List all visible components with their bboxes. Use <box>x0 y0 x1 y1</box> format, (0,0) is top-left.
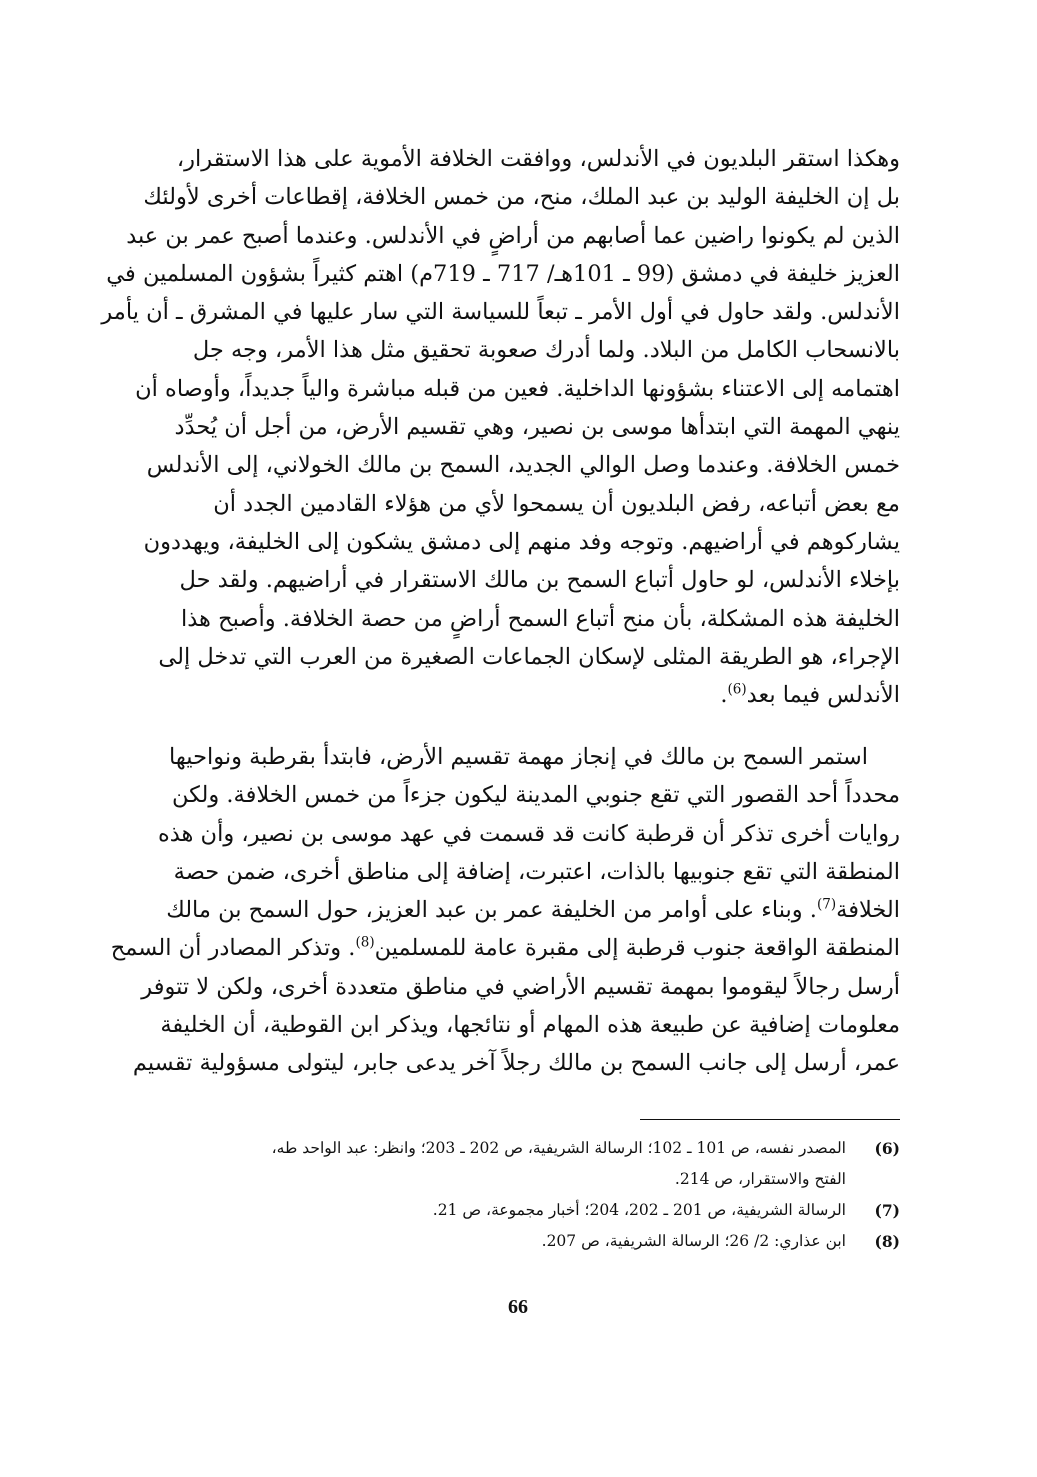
text-line-last: الأندلس فيما بعد$^{(6)}$. <box>720 681 900 709</box>
footnote-number: (6) <box>874 1139 900 1158</box>
text-line: عمر، أرسل إلى جانب السمح بن مالك رجلاً آخر يدعى جابر، ليتولى مسؤولية تقسيم <box>132 1050 900 1077</box>
text-line <box>148 891 900 929</box>
text-line: روايات أخرى تذكر أن قرطبة كانت قد قسمت في عهد موسى بن نصير، وأن هذه <box>157 820 900 847</box>
text-line: استمر السمح بن مالك في إنجاز مهمة تقسيم الأرض، فابتدأ بقرطبة ونواحيها <box>169 744 868 770</box>
footnote-text: المصدر نفسه، ص 101 ـ 102؛ الرسالة الشريفية، ص 202 ـ 203؛ وانظر: عبد الواحد طه، <box>271 1139 846 1157</box>
text-line: الأندلس. ولقد حاول في أول الأمر ـ تبعاً للسياسة التي سار عليها في المشرق ـ أن يأمر <box>101 299 900 326</box>
footnote-ref: (8) <box>355 934 375 951</box>
footnote-text: ابن عذاري: 2/ 26؛ الرسالة الشريفية، ص 207. <box>541 1232 846 1250</box>
text-line: اهتمامه إلى الاعتناء بشؤونها الداخلية. فعين من قبله مباشرة والياً جديداً، وأوصاه أن <box>135 375 900 402</box>
text-line: وهكذا استقر البلديون في الأندلس، ووافقت الخلافة الأموية على هذا الاستقرار، <box>176 146 900 172</box>
text-fragment: المنطقة الواقعة جنوب قرطبة إلى مقبرة عامة للمسلمين <box>374 935 900 962</box>
footnote-number: (7) <box>874 1201 900 1220</box>
text-fragment: . وتذكر المصادر أن السمح <box>110 935 356 962</box>
footnote-text: الرسالة الشريفية، ص 201 ـ 202، 204؛ أخبار مجموعة، ص 21. <box>432 1201 846 1219</box>
text-line: الذين لم يكونوا راضين عما أصابهم من أراضٍ في الأندلس. وعندما أصبح عمر بن عبد <box>126 222 900 249</box>
text-line: بإخلاء الأندلس، لو حاول أتباع السمح بن مالك الاستقرار في أراضيهم. ولقد حل <box>179 567 900 594</box>
page-number: 66 <box>508 1296 528 1318</box>
text-line: محدداً أحد القصور التي تقع جنوبي المدينة ليكون جزءاً من خمس الخلافة. ولكن <box>171 782 900 809</box>
text-line: أرسل رجالاً ليقوموا بمهمة تقسيم الأراضي في مناطق متعددة أخرى، ولكن لا تتوفر <box>141 973 900 1000</box>
text-line: مع بعض أتباعه، رفض البلديون أن يسمحوا لأي من هؤلاء القادمين الجدد أن <box>213 490 900 517</box>
text-line <box>110 929 900 967</box>
text-line: ينهي المهمة التي ابتدأها موسى بن نصير، وهي تقسيم الأرض، من أجل أن يُحدِّد <box>174 414 900 441</box>
footnotes <box>148 1133 900 1257</box>
text-line: الإجراء، هو الطريقة المثلى لإسكان الجماعات الصغيرة من العرب التي تدخل إلى <box>158 643 900 670</box>
footnote-number: (8) <box>874 1232 900 1251</box>
text-fragment: الأندلس فيما بعد <box>746 682 900 709</box>
paragraph-2 <box>110 738 900 1083</box>
text-line: يشاركوهم في أراضيهم. وتوجه وفد منهم إلى دمشق يشكون إلى الخليفة، ويهددون <box>143 528 900 555</box>
footnote-text: الفتح والاستقرار، ص 214. <box>674 1170 846 1188</box>
text-fragment: . وبناء على أوامر من الخليفة عمر بن عبد العزيز، حول السمح بن مالك <box>166 897 817 924</box>
footnote-ref: (7) <box>816 896 837 913</box>
footnote <box>148 1226 900 1257</box>
text-line: بالانسحاب الكامل من البلاد. ولما أدرك صعوبة تحقيق مثل هذا الأمر، وجه جل <box>192 337 900 364</box>
text-line: بل إن الخليفة الوليد بن عبد الملك، منح، من خمس الخلافة، إقطاعات أخرى لأولئك <box>143 184 900 211</box>
paragraph-1 <box>101 140 900 714</box>
text-line: خمس الخلافة. وعندما وصل الوالي الجديد، السمح بن مالك الخولاني، إلى الأندلس <box>146 452 900 479</box>
text-line: العزيز خليفة في دمشق (99 ـ 101هـ/ 717 ـ 719م) اهتم كثيراً بشؤون المسلمين في <box>106 260 900 287</box>
text-line: معلومات إضافية عن طبيعة هذه المهام أو نتائجها، ويذكر ابن القوطية، أن الخليفة <box>160 1012 900 1039</box>
text-fragment: الخلافة <box>836 897 900 924</box>
footnote-ref: (6) <box>727 681 747 698</box>
text-line: الخليفة هذه المشكلة، بأن منح أتباع السمح أراضٍ من حصة الخلافة. وأصبح هذا <box>180 605 900 632</box>
footnote <box>148 1195 900 1226</box>
footnote-divider <box>640 1119 900 1120</box>
text-line: المنطقة التي تقع جنوبيها بالذات، اعتبرت، إضافة إلى مناطق أخرى، ضمن حصة <box>173 858 900 885</box>
footnote <box>148 1133 900 1195</box>
